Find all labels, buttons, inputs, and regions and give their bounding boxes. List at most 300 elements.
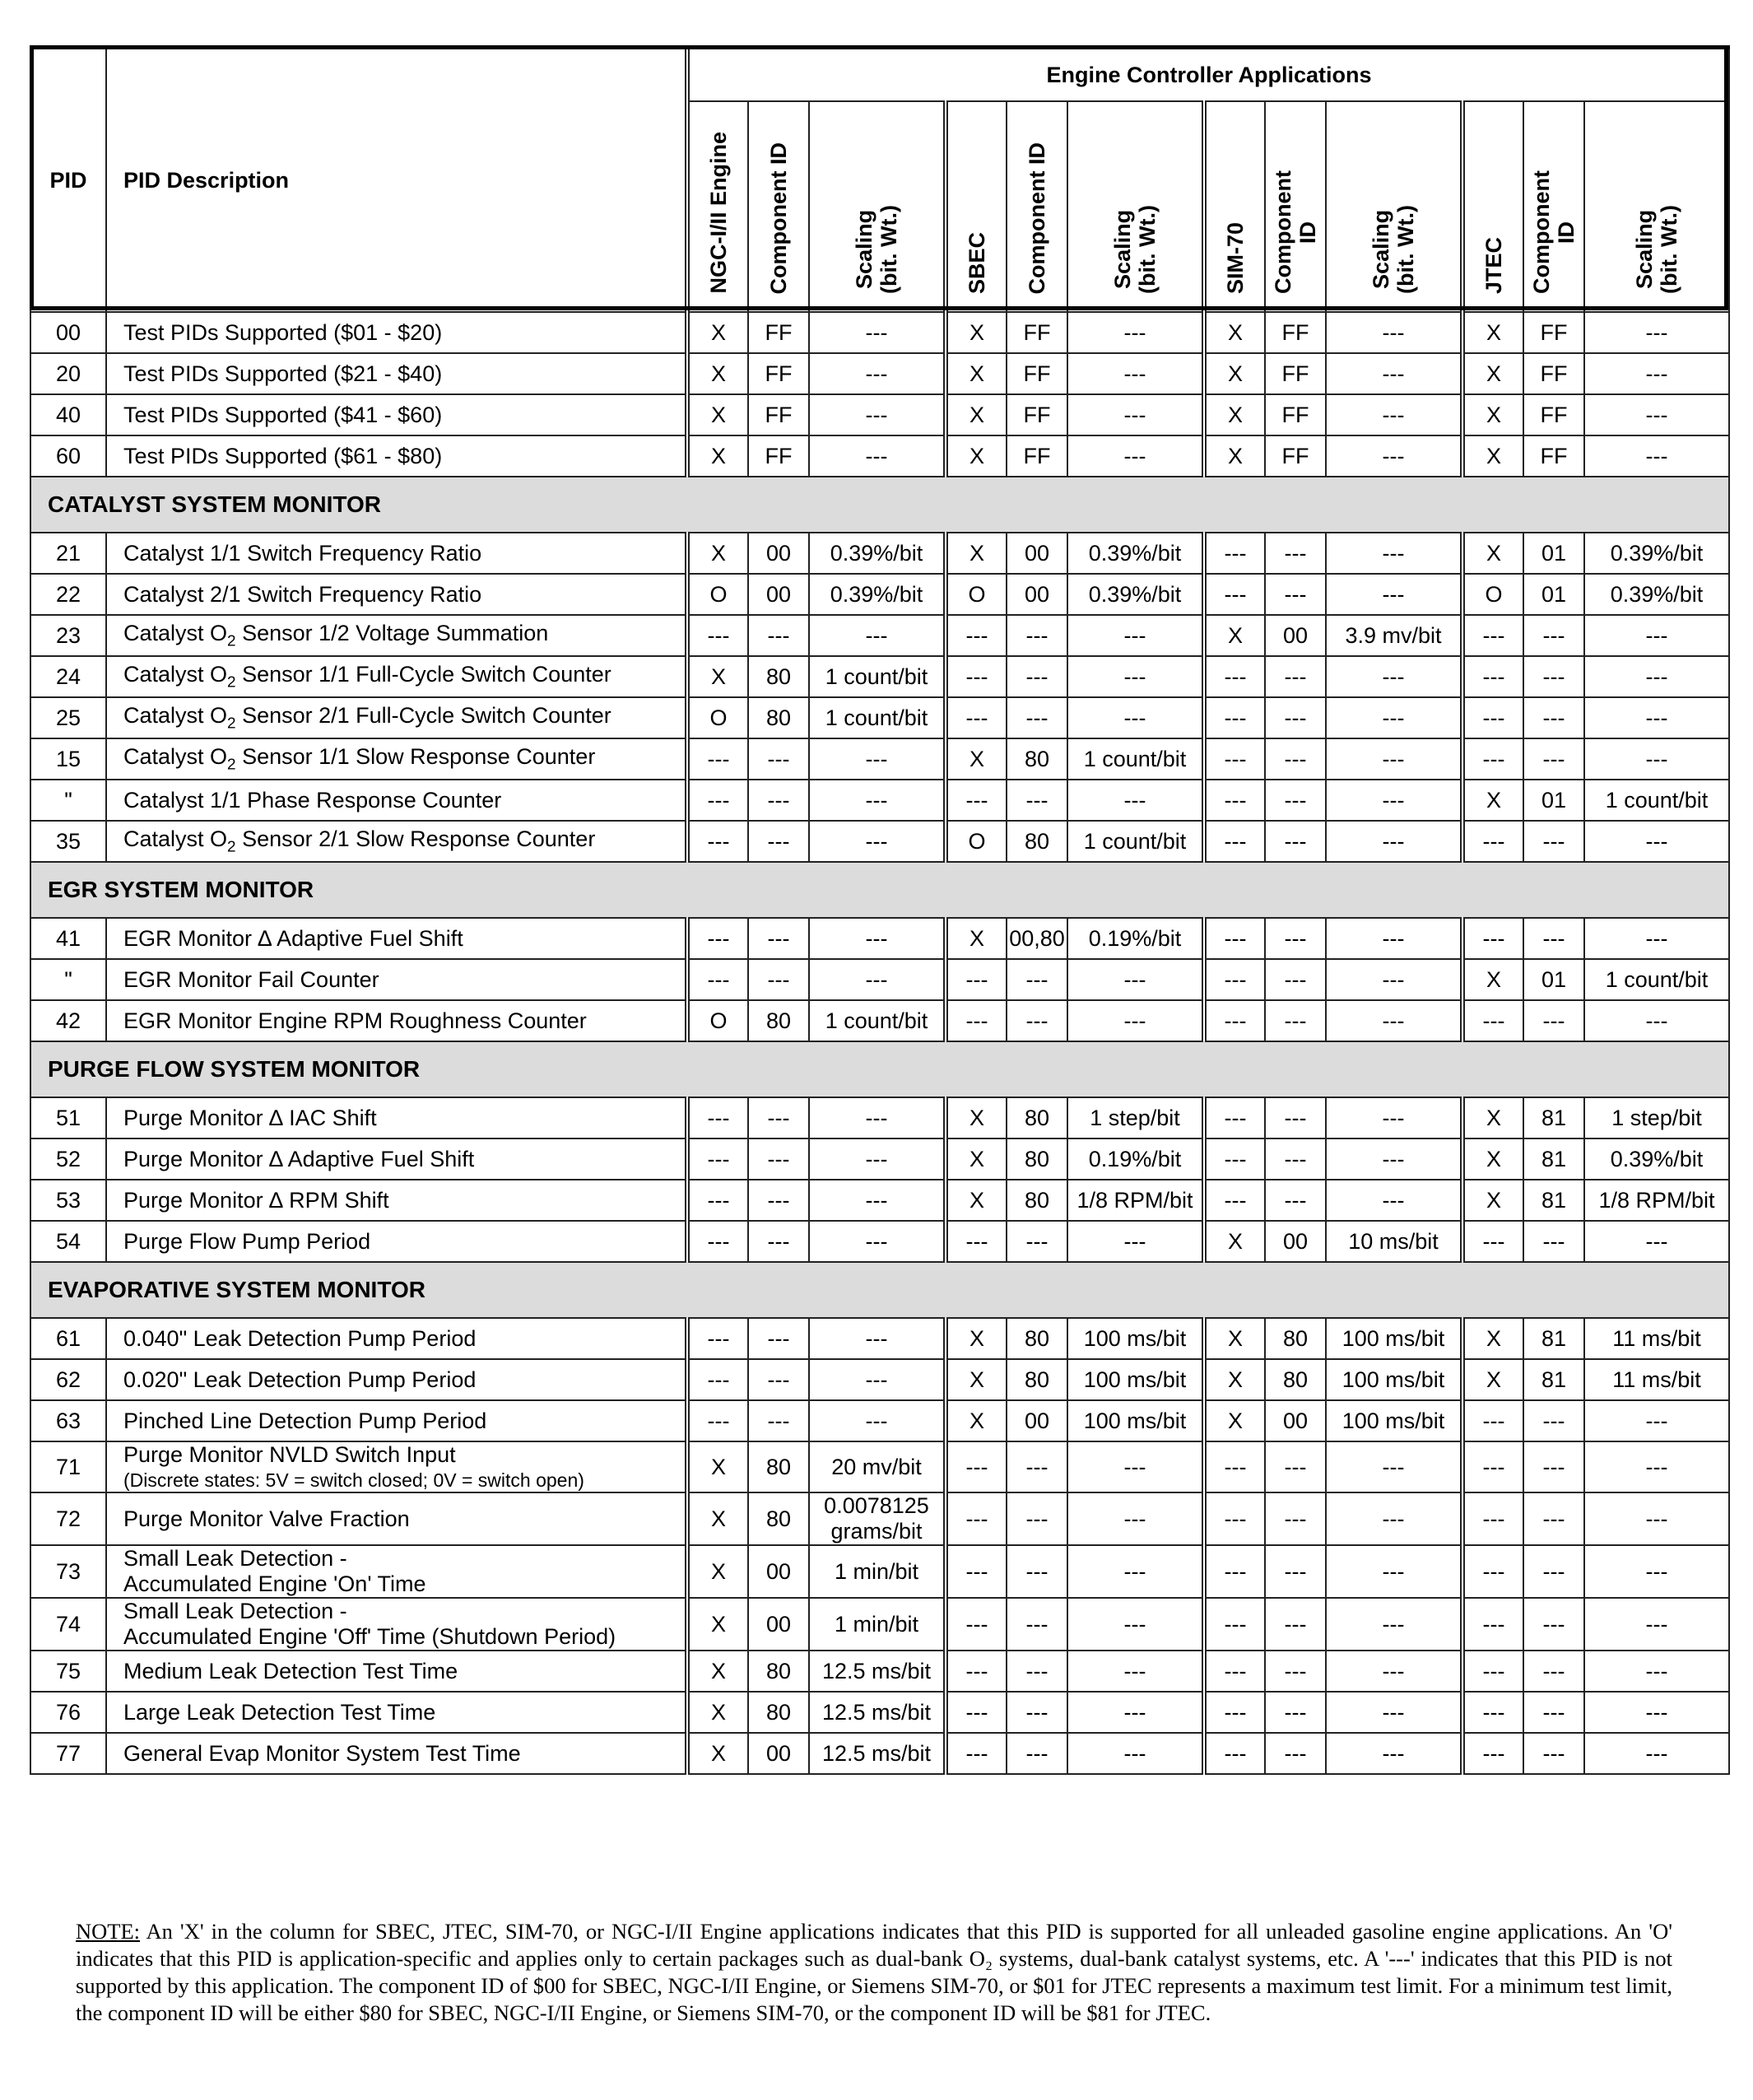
value-cell: --- <box>1462 1000 1523 1041</box>
description-main: Catalyst O <box>123 743 228 769</box>
description-text <box>123 967 685 993</box>
value-cell: X <box>946 394 1007 435</box>
value-cell: X <box>687 394 748 435</box>
description-cell <box>106 1400 687 1441</box>
value-cell: 00 <box>1007 574 1067 615</box>
description-main: Catalyst 2/1 Switch Frequency Ratio <box>123 581 482 607</box>
value-cell: X <box>946 312 1007 353</box>
value-cell: 00 <box>748 1545 809 1598</box>
value-cell: 80 <box>1007 1318 1067 1359</box>
value-cell: X <box>687 533 748 574</box>
section-header-row <box>30 1262 1729 1318</box>
value-cell: 00 <box>748 1598 809 1651</box>
value-cell: --- <box>1326 1441 1462 1492</box>
pid-cell: 74 <box>30 1598 106 1651</box>
header-column-label: Component ID <box>766 142 791 294</box>
description-main: Small Leak Detection - <box>123 1546 347 1571</box>
value-cell: --- <box>687 1400 748 1441</box>
value-cell: --- <box>1584 918 1729 959</box>
value-cell: --- <box>946 959 1007 1000</box>
value-cell: --- <box>1584 353 1729 394</box>
value-cell: --- <box>1462 615 1523 656</box>
value-cell: 1 min/bit <box>809 1545 946 1598</box>
value-cell: 3.9 mv/bit <box>1326 615 1462 656</box>
description-main: Catalyst 1/1 Switch Frequency Ratio <box>123 540 482 566</box>
value-cell: --- <box>1326 1180 1462 1221</box>
description-main: Medium Leak Detection Test Time <box>123 1658 458 1683</box>
value-cell: X <box>946 435 1007 477</box>
value-cell: 80 <box>748 697 809 738</box>
value-cell: --- <box>1462 1692 1523 1733</box>
value-cell: 1 min/bit <box>809 1598 946 1651</box>
pid-cell: 60 <box>30 435 106 477</box>
value-cell: --- <box>1584 1400 1729 1441</box>
value-cell: --- <box>809 1318 946 1359</box>
description-cell <box>106 1441 687 1492</box>
value-cell: --- <box>687 1180 748 1221</box>
value-cell: --- <box>946 1221 1007 1262</box>
value-cell: --- <box>748 738 809 780</box>
description-main: Test PIDs Supported ($21 - $40) <box>123 361 443 386</box>
value-cell: 12.5 ms/bit <box>809 1692 946 1733</box>
value-cell: --- <box>687 1138 748 1180</box>
description-cell <box>106 1692 687 1733</box>
value-cell: --- <box>946 1733 1007 1774</box>
value-cell: 0.39%/bit <box>1584 574 1729 615</box>
table-row <box>30 1359 1729 1400</box>
value-cell: X <box>687 1545 748 1598</box>
description-main: Purge Monitor NVLD Switch Input <box>123 1442 456 1467</box>
header-column-11 <box>1584 101 1729 312</box>
value-cell: --- <box>1523 821 1584 862</box>
value-cell: --- <box>1204 1692 1265 1733</box>
description-text <box>123 744 685 774</box>
value-cell: --- <box>1067 959 1204 1000</box>
table-row <box>30 1400 1729 1441</box>
value-cell: --- <box>809 435 946 477</box>
value-cell: --- <box>1007 1492 1067 1545</box>
pid-cell: 76 <box>30 1692 106 1733</box>
description-text <box>123 582 685 608</box>
description-text <box>123 1147 685 1172</box>
value-cell: --- <box>687 1359 748 1400</box>
header-column-10 <box>1523 101 1584 312</box>
value-cell: X <box>946 1400 1007 1441</box>
value-cell: X <box>1204 615 1265 656</box>
value-cell: --- <box>1523 738 1584 780</box>
table-row <box>30 697 1729 738</box>
table-row <box>30 1097 1729 1138</box>
value-cell: --- <box>1007 1000 1067 1041</box>
value-cell: --- <box>1462 1651 1523 1692</box>
table-row <box>30 780 1729 821</box>
value-cell: 1 count/bit <box>1584 959 1729 1000</box>
pid-cell: 51 <box>30 1097 106 1138</box>
value-cell: X <box>1462 312 1523 353</box>
value-cell: 0.39%/bit <box>1584 1138 1729 1180</box>
value-cell: 1 count/bit <box>1067 821 1204 862</box>
value-cell: --- <box>1523 1545 1584 1598</box>
value-cell: --- <box>1265 1733 1326 1774</box>
pid-cell: " <box>30 780 106 821</box>
value-cell: X <box>1462 1318 1523 1359</box>
value-cell: --- <box>1067 1221 1204 1262</box>
value-cell: X <box>687 1492 748 1545</box>
section-title: CATALYST SYSTEM MONITOR <box>30 477 1729 533</box>
header-column-2 <box>809 101 946 312</box>
value-cell: FF <box>1007 312 1067 353</box>
value-cell: --- <box>1584 1441 1729 1492</box>
value-cell: X <box>1462 533 1523 574</box>
value-cell: --- <box>1584 312 1729 353</box>
table-row <box>30 1000 1729 1041</box>
value-cell: FF <box>748 312 809 353</box>
description-main: Catalyst O <box>123 661 228 687</box>
value-cell: --- <box>687 918 748 959</box>
value-cell: 80 <box>1007 1097 1067 1138</box>
description-main: Catalyst O <box>123 620 228 645</box>
pid-table-container <box>30 45 1728 1775</box>
table-row <box>30 821 1729 862</box>
table-row <box>30 1138 1729 1180</box>
value-cell: FF <box>1007 435 1067 477</box>
table-row <box>30 533 1729 574</box>
pid-cell: 22 <box>30 574 106 615</box>
value-cell: X <box>1204 1400 1265 1441</box>
value-cell: --- <box>1204 574 1265 615</box>
description-text <box>123 403 685 428</box>
value-cell: --- <box>1204 780 1265 821</box>
value-cell: X <box>946 353 1007 394</box>
value-cell: --- <box>1326 394 1462 435</box>
description-tail: Sensor 1/1 Full-Cycle Switch Counter <box>235 661 611 687</box>
value-cell: 1 count/bit <box>809 1000 946 1041</box>
value-cell: --- <box>1523 697 1584 738</box>
value-cell: --- <box>1204 738 1265 780</box>
value-cell: --- <box>1007 656 1067 697</box>
description-main: Test PIDs Supported ($01 - $20) <box>123 319 443 345</box>
value-cell: 0.39%/bit <box>809 574 946 615</box>
value-cell: --- <box>1523 1400 1584 1441</box>
value-cell: 100 ms/bit <box>1326 1400 1462 1441</box>
description-cell <box>106 1000 687 1041</box>
value-cell: X <box>1462 1359 1523 1400</box>
description-main: Catalyst 1/1 Phase Response Counter <box>123 787 502 813</box>
description-text <box>123 1700 685 1725</box>
value-cell: --- <box>809 1221 946 1262</box>
value-cell: X <box>946 1180 1007 1221</box>
description-text <box>123 662 685 691</box>
value-cell: FF <box>1265 353 1326 394</box>
value-cell: --- <box>748 959 809 1000</box>
value-cell: FF <box>1007 353 1067 394</box>
table-row <box>30 959 1729 1000</box>
value-cell: --- <box>687 738 748 780</box>
value-cell: --- <box>809 1097 946 1138</box>
description-cell <box>106 1651 687 1692</box>
value-cell: --- <box>1326 738 1462 780</box>
value-cell: --- <box>1326 574 1462 615</box>
value-cell: 81 <box>1523 1138 1584 1180</box>
description-main: 0.020" Leak Detection Pump Period <box>123 1367 477 1392</box>
value-cell: 0.39%/bit <box>1584 533 1729 574</box>
pid-cell: 53 <box>30 1180 106 1221</box>
subscript: 2 <box>227 715 236 733</box>
value-cell: FF <box>748 353 809 394</box>
table-row <box>30 1598 1729 1651</box>
description-main: Purge Monitor ∆ IAC Shift <box>123 1105 377 1130</box>
description-main: Test PIDs Supported ($61 - $80) <box>123 443 443 468</box>
value-cell: --- <box>1204 1097 1265 1138</box>
value-cell: X <box>1462 1180 1523 1221</box>
value-cell: 80 <box>748 1492 809 1545</box>
description-cell <box>106 1492 687 1545</box>
value-cell: --- <box>946 1598 1007 1651</box>
value-cell: 11 ms/bit <box>1584 1318 1729 1359</box>
value-cell: X <box>1462 1097 1523 1138</box>
description-text <box>123 361 685 387</box>
value-cell: X <box>687 1598 748 1651</box>
value-cell: O <box>946 574 1007 615</box>
description-main: Catalyst O <box>123 826 228 851</box>
section-title: EGR SYSTEM MONITOR <box>30 862 1729 918</box>
table-row <box>30 1180 1729 1221</box>
value-cell: --- <box>1584 435 1729 477</box>
table-row <box>30 353 1729 394</box>
value-cell: 80 <box>1007 738 1067 780</box>
pid-cell: 42 <box>30 1000 106 1041</box>
value-cell: 1/8 RPM/bit <box>1067 1180 1204 1221</box>
value-cell: --- <box>748 1400 809 1441</box>
section-title: EVAPORATIVE SYSTEM MONITOR <box>30 1262 1729 1318</box>
value-cell: --- <box>1067 1441 1204 1492</box>
value-cell: --- <box>687 1221 748 1262</box>
value-cell: --- <box>1204 1545 1265 1598</box>
value-cell: --- <box>946 697 1007 738</box>
description-text <box>123 320 685 346</box>
description-cell <box>106 1598 687 1651</box>
value-cell: --- <box>1204 1441 1265 1492</box>
value-cell: FF <box>1523 353 1584 394</box>
value-cell: --- <box>946 1692 1007 1733</box>
value-cell: --- <box>1523 615 1584 656</box>
description-text <box>123 444 685 469</box>
value-cell: --- <box>1007 1692 1067 1733</box>
value-cell: --- <box>1462 821 1523 862</box>
value-cell: 80 <box>1007 1138 1067 1180</box>
value-cell: --- <box>1462 1733 1523 1774</box>
value-cell: 01 <box>1523 574 1584 615</box>
value-cell: --- <box>809 615 946 656</box>
value-cell: X <box>687 312 748 353</box>
table-row <box>30 1221 1729 1262</box>
value-cell: --- <box>1204 1492 1265 1545</box>
value-cell: FF <box>748 435 809 477</box>
value-cell: --- <box>1326 435 1462 477</box>
value-cell: --- <box>748 1318 809 1359</box>
value-cell: --- <box>687 959 748 1000</box>
description-cell <box>106 574 687 615</box>
description-cell <box>106 353 687 394</box>
value-cell: --- <box>1204 1138 1265 1180</box>
value-cell: --- <box>687 615 748 656</box>
value-cell: X <box>1462 435 1523 477</box>
pid-cell: 24 <box>30 656 106 697</box>
value-cell: --- <box>1326 656 1462 697</box>
value-cell: 81 <box>1523 1180 1584 1221</box>
value-cell: --- <box>1265 1692 1326 1733</box>
value-cell: --- <box>1462 738 1523 780</box>
section-header-row <box>30 862 1729 918</box>
value-cell: 20 mv/bit <box>809 1441 946 1492</box>
description-main: EGR Monitor Fail Counter <box>123 966 379 992</box>
value-cell: --- <box>809 780 946 821</box>
value-cell: --- <box>1462 1400 1523 1441</box>
value-cell: --- <box>1007 1545 1067 1598</box>
description-cell <box>106 918 687 959</box>
value-cell: --- <box>748 615 809 656</box>
value-cell: 00 <box>1265 1400 1326 1441</box>
table-row <box>30 574 1729 615</box>
value-cell: 80 <box>1007 1180 1067 1221</box>
description-cell <box>106 697 687 738</box>
description-main: Purge Flow Pump Period <box>123 1228 371 1254</box>
value-cell: --- <box>1326 1138 1462 1180</box>
description-text <box>123 621 685 650</box>
pid-cell: 54 <box>30 1221 106 1262</box>
value-cell: --- <box>1326 697 1462 738</box>
value-cell: --- <box>1265 738 1326 780</box>
value-cell: --- <box>1523 1598 1584 1651</box>
value-cell: --- <box>1584 821 1729 862</box>
value-cell: 00 <box>748 1733 809 1774</box>
value-cell: --- <box>1462 656 1523 697</box>
value-cell: 00 <box>748 533 809 574</box>
value-cell: --- <box>809 918 946 959</box>
value-cell: --- <box>1584 1000 1729 1041</box>
description-text <box>123 1599 685 1624</box>
value-cell: 1/8 RPM/bit <box>1584 1180 1729 1221</box>
value-cell: 1 count/bit <box>1584 780 1729 821</box>
pid-cell: 00 <box>30 312 106 353</box>
value-cell: --- <box>1067 780 1204 821</box>
value-cell: --- <box>809 738 946 780</box>
value-cell: --- <box>1265 574 1326 615</box>
value-cell: --- <box>1067 1000 1204 1041</box>
description-cell <box>106 533 687 574</box>
description-main: Pinched Line Detection Pump Period <box>123 1408 487 1433</box>
value-cell: --- <box>809 394 946 435</box>
header-column-9 <box>1462 101 1523 312</box>
description-cell <box>106 1097 687 1138</box>
value-cell: --- <box>809 353 946 394</box>
value-cell: 01 <box>1523 533 1584 574</box>
value-cell: --- <box>1265 1441 1326 1492</box>
value-cell: --- <box>748 1180 809 1221</box>
value-cell: --- <box>1584 394 1729 435</box>
header-pid: PID <box>30 48 106 313</box>
subscript: 2 <box>227 673 236 691</box>
description-tail: Sensor 1/2 Voltage Summation <box>235 620 549 645</box>
value-cell: 1 count/bit <box>1067 738 1204 780</box>
description-text <box>123 1106 685 1131</box>
description-text <box>123 1659 685 1684</box>
description-main: Catalyst O <box>123 702 228 728</box>
value-cell: O <box>687 697 748 738</box>
value-cell: 80 <box>748 1651 809 1692</box>
value-cell: --- <box>1265 1651 1326 1692</box>
value-cell: O <box>687 1000 748 1041</box>
value-cell: --- <box>809 1359 946 1400</box>
subscript: 2 <box>227 838 236 856</box>
description-cell <box>106 1545 687 1598</box>
value-cell: --- <box>1265 959 1326 1000</box>
header-column-3 <box>946 101 1007 312</box>
value-cell: 100 ms/bit <box>1067 1318 1204 1359</box>
pid-table <box>30 45 1730 1775</box>
value-cell: --- <box>1462 1441 1523 1492</box>
value-cell: X <box>1204 1359 1265 1400</box>
value-cell: --- <box>1326 780 1462 821</box>
value-cell: 01 <box>1523 959 1584 1000</box>
value-cell: --- <box>1067 1733 1204 1774</box>
value-cell: --- <box>1007 1221 1067 1262</box>
value-cell: X <box>946 1318 1007 1359</box>
description-tail: Sensor 2/1 Full-Cycle Switch Counter <box>235 702 611 728</box>
value-cell: --- <box>1067 1545 1204 1598</box>
description-main: Test PIDs Supported ($41 - $60) <box>123 402 443 427</box>
value-cell: 01 <box>1523 780 1584 821</box>
value-cell: 1 step/bit <box>1584 1097 1729 1138</box>
description-text <box>123 1741 685 1767</box>
header-column-label: Component ID <box>1529 170 1579 294</box>
value-cell: --- <box>1326 821 1462 862</box>
value-cell: --- <box>687 1097 748 1138</box>
value-cell: --- <box>1326 353 1462 394</box>
value-cell: 81 <box>1523 1359 1584 1400</box>
description-main: Large Leak Detection Test Time <box>123 1699 436 1725</box>
value-cell: --- <box>1265 1545 1326 1598</box>
value-cell: --- <box>946 615 1007 656</box>
value-cell: --- <box>1584 615 1729 656</box>
pid-cell: 35 <box>30 821 106 862</box>
pid-cell: " <box>30 959 106 1000</box>
value-cell: FF <box>1007 394 1067 435</box>
header-column-4 <box>1007 101 1067 312</box>
value-cell: X <box>687 1733 748 1774</box>
description-text <box>123 826 685 856</box>
value-cell: X <box>687 1441 748 1492</box>
value-cell: O <box>946 821 1007 862</box>
value-cell: --- <box>946 1000 1007 1041</box>
value-cell: 11 ms/bit <box>1584 1359 1729 1400</box>
value-cell: --- <box>1326 312 1462 353</box>
value-cell: --- <box>1584 697 1729 738</box>
value-cell: X <box>946 533 1007 574</box>
value-cell: 80 <box>748 1441 809 1492</box>
pid-cell: 21 <box>30 533 106 574</box>
value-cell: --- <box>1007 615 1067 656</box>
value-cell: 10 ms/bit <box>1326 1221 1462 1262</box>
value-cell: --- <box>1326 1097 1462 1138</box>
value-cell: --- <box>946 1492 1007 1545</box>
value-cell: --- <box>1067 1651 1204 1692</box>
value-cell: --- <box>1265 1598 1326 1651</box>
value-cell: --- <box>1326 1492 1462 1545</box>
value-cell: --- <box>748 1138 809 1180</box>
section-title: PURGE FLOW SYSTEM MONITOR <box>30 1041 1729 1097</box>
value-cell: --- <box>1067 656 1204 697</box>
